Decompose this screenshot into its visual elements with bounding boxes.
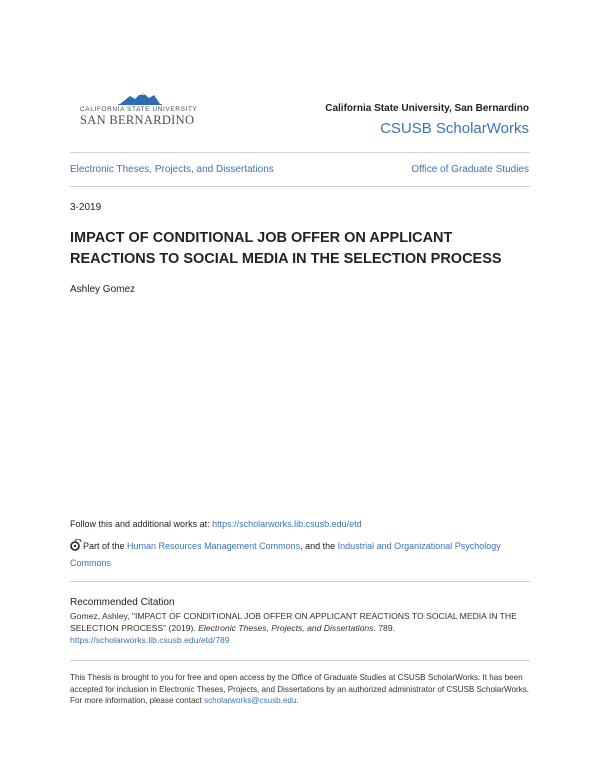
part-of-line <box>70 538 510 572</box>
etd-url-link[interactable]: https://scholarworks.lib.csusb.edu/etd <box>212 519 362 529</box>
open-access-icon <box>70 539 82 551</box>
publication-date: 3-2019 <box>70 202 102 213</box>
hr-commons-link[interactable]: Human Resources Management Commons <box>127 541 301 551</box>
institution-name: California State University, San Bernardino <box>325 103 529 114</box>
part-of-prefix: Part of the <box>83 541 128 551</box>
citation-series: Electronic Theses, Projects, and Dissertations <box>198 623 374 633</box>
repository-link[interactable]: CSUSB ScholarWorks <box>380 120 529 137</box>
contact-email-link[interactable]: scholarworks@csusb.edu <box>204 696 297 705</box>
notice-divider <box>70 660 530 661</box>
mountain-logo-icon <box>118 90 162 106</box>
logo-text-top: CALIFORNIA STATE UNIVERSITY <box>80 106 198 113</box>
document-title: IMPACT OF CONDITIONAL JOB OFFER ON APPLICANT REACTIONS TO SOCIAL MEDIA IN THE SELECTION PROCESS <box>70 230 502 267</box>
citation-number: . 789. <box>373 623 395 633</box>
header-divider <box>70 152 530 153</box>
follow-prefix: Follow this and additional works at: <box>70 519 213 529</box>
notice-end: . <box>296 696 299 705</box>
author-name: Ashley Gomez <box>70 284 136 295</box>
access-notice <box>70 672 532 707</box>
follow-line <box>70 519 362 529</box>
office-link[interactable]: Office of Graduate Studies <box>411 164 529 175</box>
nav-divider <box>70 186 530 187</box>
part-of-middle: , and the <box>300 541 338 551</box>
logo-text-bottom: SAN BERNARDINO <box>80 113 195 127</box>
citation-divider <box>70 581 530 582</box>
notice-body: This Thesis is brought to you for free and open access by the Office of Graduate Studies at CSUSB ScholarWorks. It has been accepted for inclusion in Electronic Theses, Projects, and Dissertations by an authorized administrator of CSUSB ScholarWorks. For more information, please contact <box>70 673 530 705</box>
collection-link[interactable]: Electronic Theses, Projects, and Dissertations <box>70 164 274 175</box>
citation-text <box>70 610 532 646</box>
citation-url-link[interactable]: https://scholarworks.lib.csusb.edu/etd/789 <box>70 635 230 645</box>
citation-body: Gomez, Ashley, "IMPACT OF CONDITIONAL JOB OFFER ON APPLICANT REACTIONS TO SOCIAL MEDIA IN THE SELECTION PROCESS" (2019). <box>70 611 517 633</box>
io-psych-commons-link[interactable]: Industrial and Organizational Psychology Commons <box>70 541 501 568</box>
csusb-logo <box>78 90 203 130</box>
citation-heading: Recommended Citation <box>70 597 175 608</box>
